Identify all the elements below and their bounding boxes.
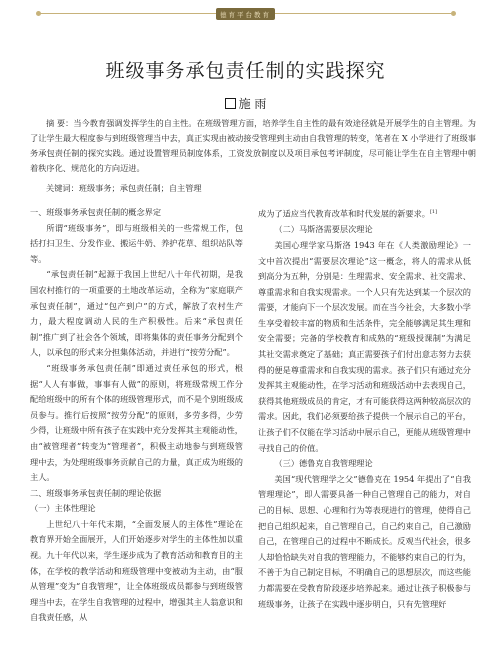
paragraph-text: 成为了适应当代教育改革和时代发展的新要求。 (258, 208, 430, 219)
section-heading: 一、班级事务承包责任制的概念界定 (30, 207, 162, 217)
section-heading: 二、班级事务承包责任制的理论依据 (30, 487, 162, 498)
author-name: 施 雨 (238, 97, 267, 111)
paragraph: 美国心理学家马斯洛 1943 年在《人类激励理论》一文中首次提出“需要层次理论”这一概念，将人的需求从低到高分为五种，分别是：生理需求、安全需求、社交需求、尊重需求和自我实现需求。一个人只有先达到某一个层次的需要，才能向下一个层次发展。而在当今社会，大多数小学生享受着较丰富的物质和生活条件，完全能够满足其生理和安全需要；完备的学校教育和成熟的“班级授课制”为满足其社交需求奠定了基础；真正需要孩子们付出意志努力去获得的便是尊重需求和自我实现的需求。孩子们只有通过充分发挥其主观能动性，在学习活动和班级活动中去表现自己，获得其他班级成员的肯定，才有可能获得这两种较高层次的需求。因此，我们必须要给孩子提供一个展示自己的平台，让孩子们不仅能在学习活动中展示自己，更能从班级管理中寻找自己的价值。 (258, 239, 471, 453)
paragraph: “承包责任制”起源于我国上世纪八十年代初期，是我国农村推行的一项重要的土地改革运动，全称为“家庭联产承包责任制”，通过“包产到户”的方式，解放了农村生产力，最大程度调动人民的生产积极性。后来“承包责任制”推广到了社会各个领域，即将集体的责任事务分配到个人，以承包的形式来分担集体活动，并进行“按劳分配”。 (30, 269, 243, 358)
paragraph: 所谓“班级事务”，即与班级相关的一些常规工作，包括打扫卫生、分发作业、搬运牛奶、养护花草、组织站队等等。 (30, 222, 243, 264)
paragraph: 上世纪八十年代末期，“全面发展人的主体性”理论在教育界开始全面展开，人们开始逐步对学生的主体性加以重视。九十年代以来，学生逐步成为了教育活动和教育目的主体，在学校的教学活动和班级管理中变被动为主动，由“服从管理”变为“自我管理”，让全体班级成员都参与到班级管理当中去，在学生自我管理的过程中，增强其主人翁意识和自我责任感，从 (30, 518, 243, 623)
paragraph: “班级事务承包责任制”即通过责任承包的形式，根据“人人有事做，事事有人做”的原则，将班级常规工作分配给班级中的所有个体的班级管理形式，而不是个别班级成员参与。推行后按照“按劳分配”的原则，多劳多得，少劳少得，让班级中所有孩子在实践中充分发挥其主观能动性，由“被管理者”转变为“管理者”，积极主动地参与到班级管理中去，为处理班级事务贡献自己的力量，真正成为班级的主人。 (30, 362, 243, 483)
article-title: 班级事务承包责任制的实践探究 (105, 60, 386, 82)
paragraph: 美国“现代管理学之父”德鲁克在 1954 年提出了“自我管理理论”，即人需要具备一种自己管理自己的能力，对自己的目标、思想、心理和行为等表现进行的管理，使得自己把自己组织起来，自己管理自己，自己约束自己，自己激励自己，在管理自己的过程中不断成长。反观当代社会，很多人却恰恰缺失对自我的管理能力，不能够约束自己的行为，不善于为自己制定目标，不明确自己的思想层次，而这些能力都需要在受教育阶段逐步培养起来。通过让孩子积极参与班级事务，让孩子在实践中逐步明白，只有先管理好 (258, 473, 471, 609)
header-ornament-icon (451, 11, 456, 16)
abstract-label: 摘 要： (46, 118, 74, 128)
keywords (46, 181, 476, 195)
left-column (30, 205, 243, 626)
section-badge: 德育平台教育 (216, 8, 275, 20)
header-rule-left (40, 13, 216, 14)
header-rule-right (275, 13, 451, 14)
subsection-heading: （二）马斯洛需要层次理论 (274, 224, 373, 235)
author-line (0, 95, 491, 112)
journal-header (0, 8, 491, 20)
subsection-heading: （三）德鲁克自我管理理论 (274, 458, 373, 469)
abstract-text: 当今教育强调发挥学生的自主性。在班级管理方面，培养学生自主性的最有效途径就是开展学生的自主管理。为了让学生最大程度参与到班级管理当中去，真正实现由被动接受管理到主动由自我管理的转变，笔者在 X 小学进行了班级事务承包责任制的探究实践。通过设置管理员制度体系，工资发放制度以及项目承包考评制度，尽可能让学生在自主管理中朝着秩序化、规范化的方向迈进。 (30, 118, 476, 173)
keywords-text: 班级事务；承包责任制；自主管理 (78, 183, 202, 193)
subsection-heading: （一）主体性理论 (30, 503, 96, 514)
header-ornament-icon (36, 11, 41, 16)
author-box-icon (225, 98, 236, 109)
paragraph-continued (258, 205, 471, 222)
abstract (30, 116, 476, 176)
keywords-label: 关键词： (46, 183, 79, 193)
right-column (258, 205, 471, 612)
citation-ref: [1] (429, 209, 438, 215)
